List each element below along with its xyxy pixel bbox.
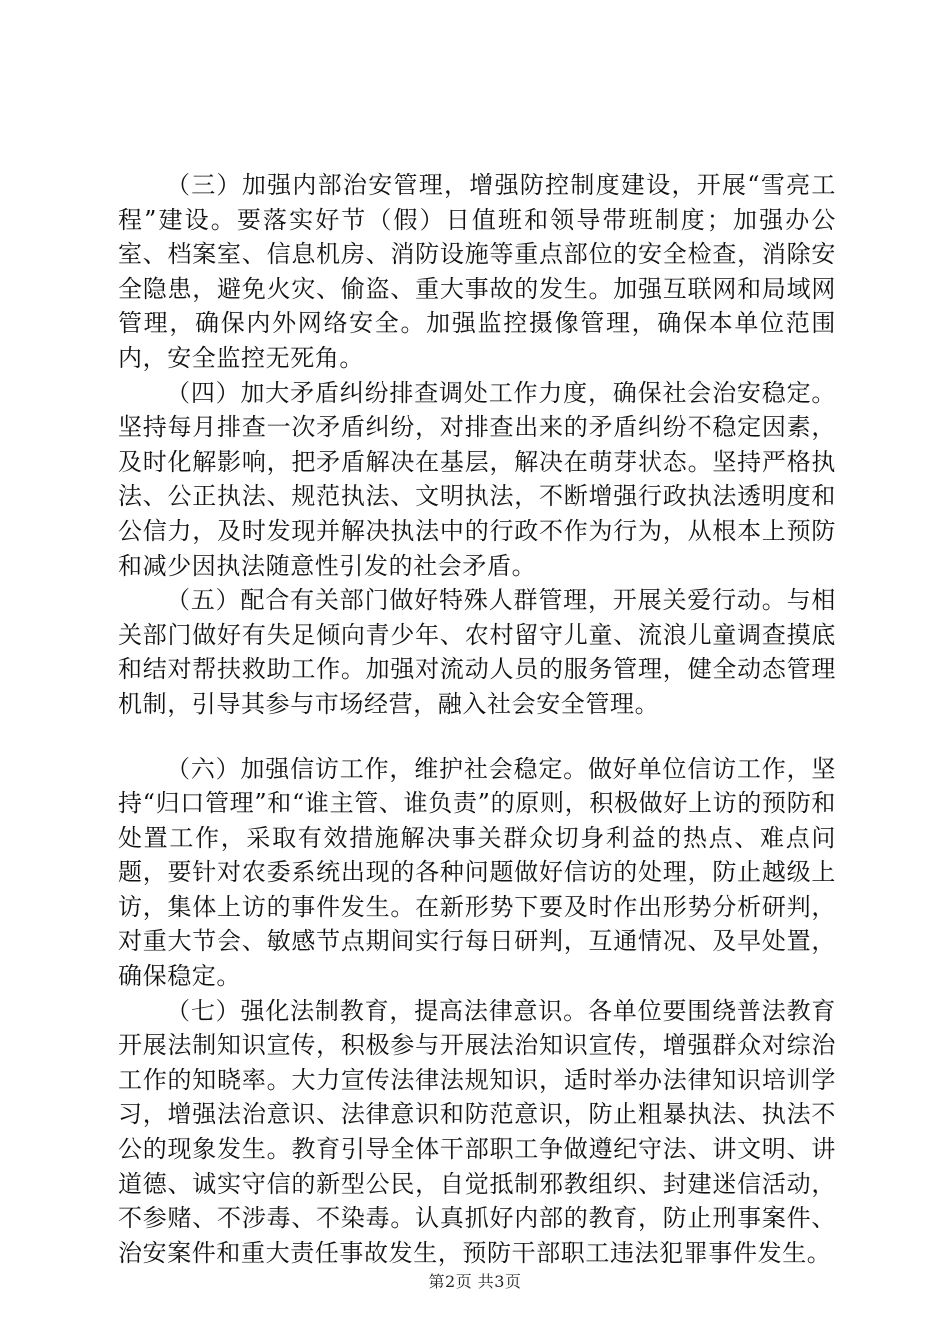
document-body: [118, 168, 836, 1270]
paragraph-section-7: （七）强化法制教育，提高法律意识。各单位要围绕普法教育开展法制知识宣传，积极参与开展法治知识宣传，增强群众对综治工作的知晓率。大力宣传法律法规知识，适时举办法律知识培训学习，增强法治意识、法律意识和防范意识，防止粗暴执法、执法不公的现象发生。教育引导全体干部职工争做遵纪守法、讲文明、讲道德、诚实守信的新型公民，自觉抵制邪教组织、封建迷信活动，不参赌、不涉毒、不染毒。认真抓好内部的教育，防止刑事案件、治安案件和重大责任事故发生，预防干部职工违法犯罪事件发生。: [118, 996, 836, 1267]
paragraph-section-6: （六）加强信访工作，维护社会稳定。做好单位信访工作，坚持“归口管理”和“谁主管、谁负责”的原则，积极做好上访的预防和处置工作，采取有效措施解决事关群众切身利益的热点、难点问题，要针对农委系统出现的各种问题做好信访的处理，防止越级上访，集体上访的事件发生。在新形势下要及时作出形势分析研判，对重大节会、敏感节点期间实行每日研判，互通情况、及早处置，确保稳定。: [118, 754, 836, 991]
page-number-footer: 第2页 共3页: [428, 1272, 522, 1291]
paragraph-section-3: （三）加强内部治安管理，增强防控制度建设，开展“雪亮工程”建设。要落实好节（假）日值班和领导带班制度；加强办公室、档案室、信息机房、消防设施等重点部位的安全检查，消除安全隐患，避免火灾、偷盗、重大事故的发生。加强互联网和局域网管理，确保内外网络安全。加强监控摄像管理，确保本单位范围内，安全监控无死角。: [118, 171, 836, 372]
paragraph-section-4: （四）加大矛盾纠纷排查调处工作力度，确保社会治安稳定。坚持每月排查一次矛盾纠纷，对排查出来的矛盾纠纷不稳定因素，及时化解影响，把矛盾解决在基层，解决在萌芽状态。坚持严格执法、公正执法、规范执法、文明执法，不断增强行政执法透明度和公信力，及时发现并解决执法中的行政不作为行为，从根本上预防和减少因执法随意性引发的社会矛盾。: [118, 378, 836, 580]
paragraph-section-5: （五）配合有关部门做好特殊人群管理，开展关爱行动。与相关部门做好有失足倾向青少年、农村留守儿童、流浪儿童调查摸底和结对帮扶救助工作。加强对流动人员的服务管理，健全动态管理机制，引导其参与市场经营，融入社会安全管理。: [118, 586, 836, 718]
